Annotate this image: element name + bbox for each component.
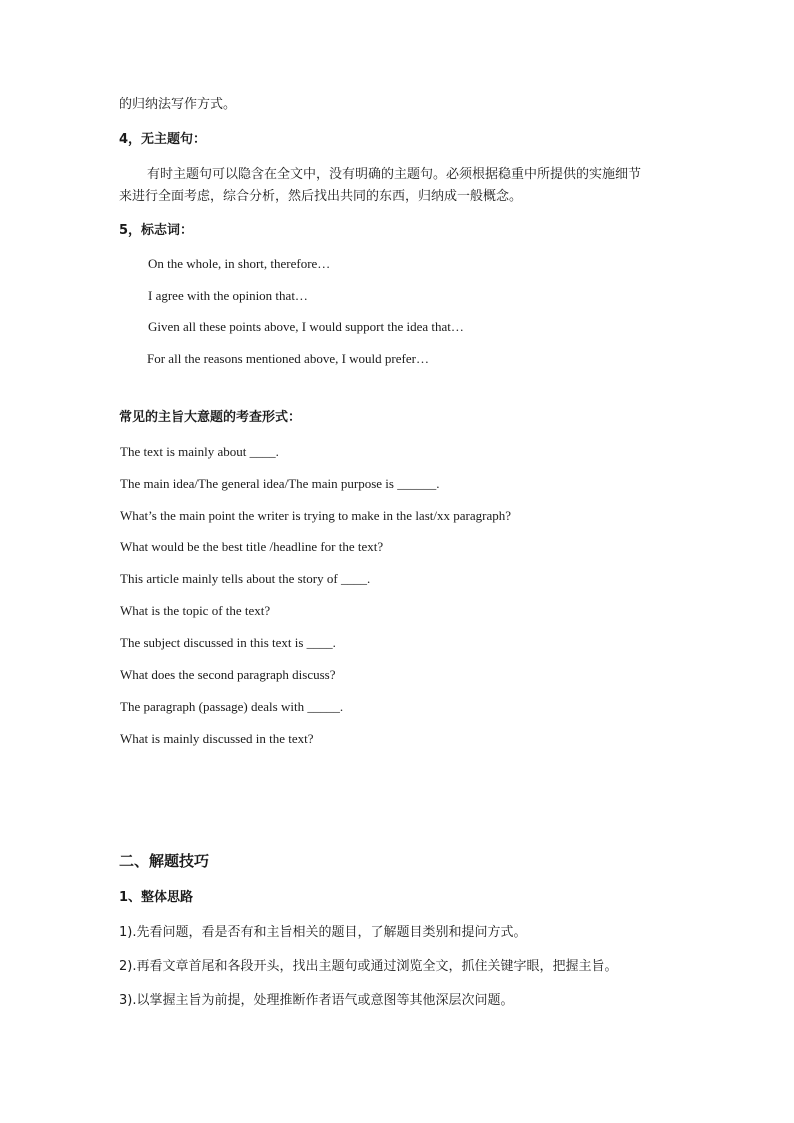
- question-form-item: The paragraph (passage) deals with _____.: [120, 699, 344, 714]
- question-form-item: What does the second paragraph discuss?: [120, 667, 336, 682]
- question-form-item: What’s the main point the writer is trying to make in the last/xx paragraph?: [120, 508, 511, 523]
- heading-marker-words: 5，标志词：: [119, 223, 194, 238]
- paragraph-line: 来进行全面考虑，综合分析，然后找出共同的东西，归纳成一般概念。: [119, 189, 523, 204]
- marker-phrase: For all the reasons mentioned above, I would prefer…: [147, 351, 429, 366]
- question-form-item: This article mainly tells about the story of ____.: [120, 571, 371, 586]
- subheading-overall-approach: 1、整体思路: [119, 890, 194, 905]
- continuation-line: 的归纳法写作方式。: [119, 97, 237, 112]
- heading-no-topic-sentence: 4，无主题句：: [119, 132, 207, 147]
- question-form-item: The main idea/The general idea/The main purpose is ______.: [120, 476, 440, 491]
- question-forms-heading: 常见的主旨大意题的考查形式：: [119, 410, 302, 425]
- question-form-item: What is mainly discussed in the text?: [120, 731, 314, 746]
- question-form-item: The text is mainly about ____.: [120, 444, 279, 459]
- question-form-item: What would be the best title /headline for the text?: [120, 539, 384, 554]
- question-form-item: The subject discussed in this text is ____.: [120, 635, 336, 650]
- skill-step: 1).先看问题，看是否有和主旨相关的题目，了解题目类别和提问方式。: [119, 925, 527, 940]
- paragraph-line: 有时主题句可以隐含在全文中，没有明确的主题句。必须根据稳重中所提供的实施细节: [147, 167, 642, 182]
- marker-phrase: Given all these points above, I would support the idea that…: [148, 319, 464, 334]
- question-form-item: What is the topic of the text?: [120, 603, 271, 618]
- marker-phrase: I agree with the opinion that…: [148, 288, 308, 303]
- section-heading-skills: 二、解题技巧: [119, 852, 210, 870]
- skill-step: 2).再看文章首尾和各段开头，找出主题句或通过浏览全文，抓住关键字眼，把握主旨。: [119, 959, 618, 974]
- marker-phrase: On the whole, in short, therefore…: [148, 256, 331, 271]
- skill-step: 3).以掌握主旨为前提，处理推断作者语气或意图等其他深层次问题。: [119, 993, 514, 1008]
